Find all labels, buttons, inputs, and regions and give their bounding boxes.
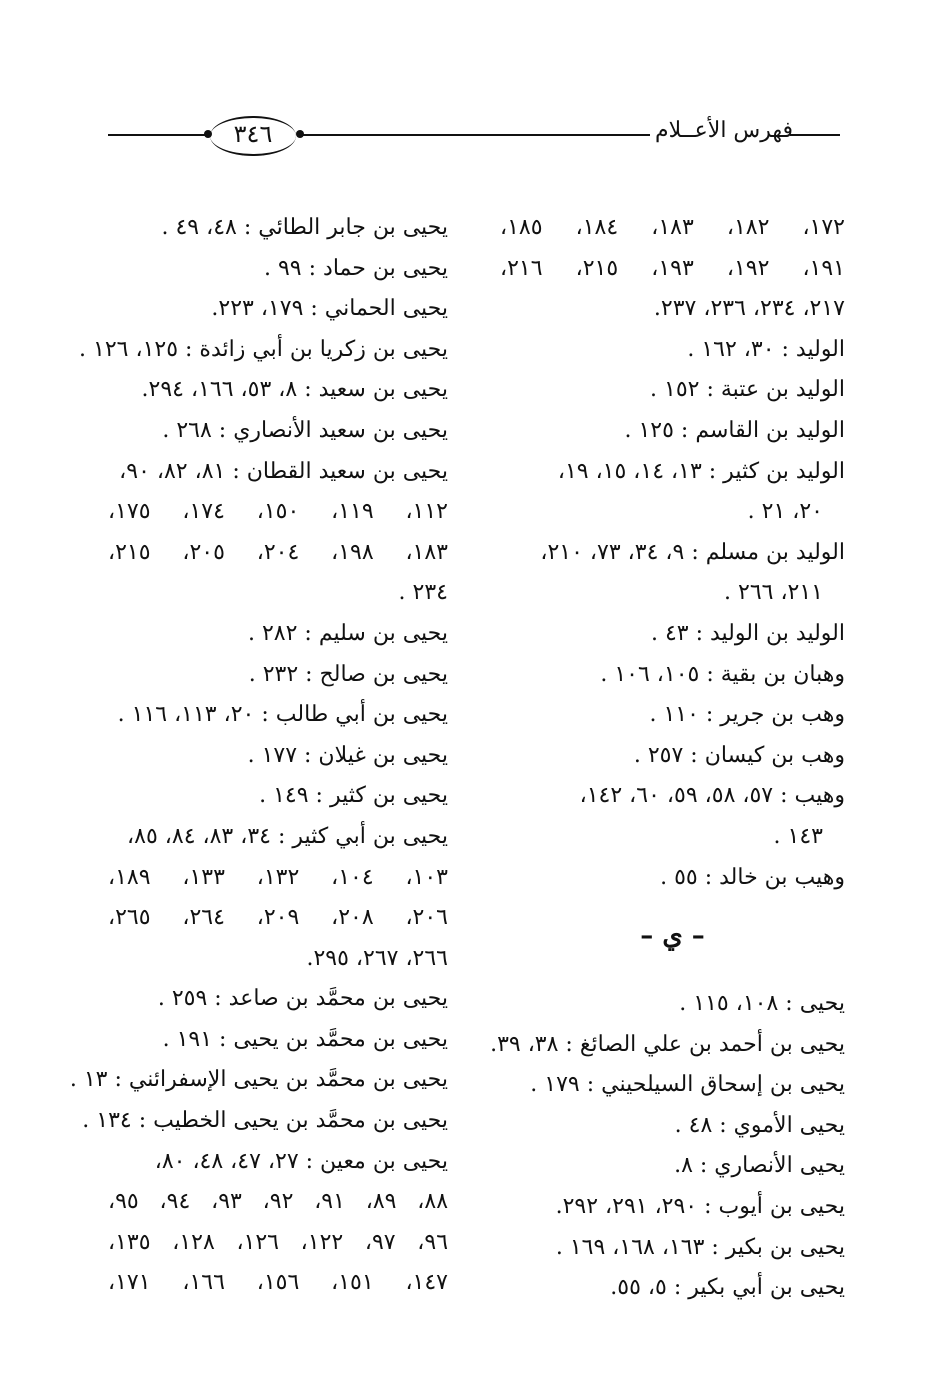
index-line: يحيى بن أبي بكير : ٥، ٥٥. — [610, 1275, 845, 1301]
index-line: يحيى بن حماد : ٩٩ . — [263, 255, 448, 281]
index-line: ٢١١، ٢٦٦ . — [724, 580, 823, 606]
index-line: يحيى بن سعيد القطان : ٨١، ٨٢، ٩٠، — [119, 458, 448, 484]
index-line: يحيى بن أيوب : ٢٩٠، ٢٩١، ٢٩٢. — [555, 1194, 845, 1220]
index-line: ٢٠، ٢١ . — [747, 499, 823, 525]
page-number: ٣٤٦ — [233, 120, 273, 148]
index-line: ١٤٧، ١٥١، ١٥٦، ١٦٦، ١٧١، — [108, 1270, 448, 1296]
index-line: يحيى بن أحمد بن علي الصائغ : ٣٨، ٣٩. — [490, 1031, 845, 1057]
index-line: يحيى بن معين : ٢٧، ٤٧، ٤٨، ٨٠، — [154, 1148, 448, 1174]
index-line: يحيى بن إسحاق السيلحيني : ١٧٩ . — [530, 1072, 845, 1098]
index-line: الوليد بن مسلم : ٩، ٣٤، ٧٣، ٢١٠، — [540, 539, 845, 565]
index-line: وهب بن جرير : ١١٠ . — [649, 702, 845, 728]
index-line: يحيى بن صالح : ٢٣٢ . — [248, 661, 448, 687]
index-line: يحيى الحماني : ١٧٩، ٢٢٣. — [211, 296, 448, 322]
index-line: ١٤٣ . — [773, 823, 823, 849]
index-line: يحيى بن سعيد : ٨، ٥٣، ١٦٦، ٢٩٤. — [141, 377, 448, 403]
index-line: ١٨٣، ١٩٨، ٢٠٤، ٢٠٥، ٢١٥، — [108, 539, 448, 565]
index-line: ٢١٧، ٢٣٤، ٢٣٦، ٢٣٧. — [653, 296, 845, 322]
index-line: ٢٠٦، ٢٠٨، ٢٠٩، ٢٦٤، ٢٦٥، — [108, 905, 448, 931]
index-line: يحيى بن جابر الطائي : ٤٨، ٤٩ . — [161, 215, 448, 240]
index-line: يحيى بن أبي طالب : ٢٠، ١١٣، ١١٦ . — [117, 702, 448, 728]
index-line: الوليد بن كثير : ١٣، ١٤، ١٥، ١٩، — [557, 458, 845, 484]
page-header — [0, 0, 946, 200]
index-line: وهيب : ٥٧، ٥٨، ٥٩، ٦٠، ١٤٢، — [579, 783, 845, 809]
index-line: ٨٨، ٨٩، ٩١، ٩٢، ٩٣، ٩٤، ٩٥، — [108, 1189, 449, 1215]
index-line: ١١٢، ١١٩، ١٥٠، ١٧٤، ١٧٥، — [108, 499, 448, 525]
index-line: يحيى الأموي : ٤٨ . — [674, 1112, 845, 1138]
index-line: يحيى بن محمَّد بن يحيى الخطيب : ١٣٤ . — [82, 1108, 448, 1134]
index-line: يحيى بن محمَّد بن يحيى : ١٩١ . — [162, 1026, 448, 1052]
index-line: الوليد بن عتبة : ١٥٢ . — [650, 377, 845, 403]
index-column-left — [69, 208, 449, 1304]
index-column-right — [490, 208, 845, 1309]
index-line: يحيى بن زكريا بن أبي زائدة : ١٢٥، ١٢٦ . — [79, 336, 448, 362]
index-line: الوليد بن الوليد : ٤٣ . — [650, 620, 845, 646]
index-line: الوليد : ٣٠، ١٦٢ . — [687, 336, 845, 362]
index-line: ١٠٣، ١٠٤، ١٣٢، ١٣٣، ١٨٩، — [108, 864, 448, 890]
index-line: يحيى بن غيلان : ١٧٧ . — [247, 742, 448, 768]
index-line: ١٩١، ١٩٢، ١٩٣، ٢١٥، ٢١٦، — [500, 255, 845, 281]
index-line: يحيى بن أبي كثير : ٣٤، ٨٣، ٨٤، ٨٥، — [127, 823, 448, 849]
index-line: الوليد بن القاسم : ١٢٥ . — [624, 417, 845, 443]
index-line: ٩٦، ٩٧، ١٢٢، ١٢٦، ١٢٨، ١٣٥، — [108, 1229, 449, 1255]
header-rule-right — [790, 134, 840, 136]
index-line: يحيى بن كثير : ١٤٩ . — [259, 783, 448, 809]
index-line: ١٧٢، ١٨٢، ١٨٣، ١٨٤، ١٨٥، — [500, 215, 845, 240]
index-line: يحيى بن محمَّد بن يحيى الإسفرائني : ١٣ . — [69, 1067, 448, 1093]
index-line: ٢٣٤ . — [398, 580, 448, 606]
index-line: يحيى : ١٠٨، ١١٥ . — [679, 991, 845, 1017]
index-line: يحيى الأنصاري : ٨. — [674, 1153, 845, 1179]
header-dot-right — [296, 130, 304, 138]
index-line: يحيى بن سعيد الأنصاري : ٢٦٨ . — [162, 417, 448, 443]
index-line: وهبان بن بقية : ١٠٥، ١٠٦ . — [600, 661, 845, 687]
index-line: وهب بن كيسان : ٢٥٧ . — [633, 742, 845, 768]
header-rule-middle — [300, 134, 650, 136]
index-line: يحيى بن سليم : ٢٨٢ . — [247, 620, 448, 646]
running-title: فهرس الأعــلام — [655, 118, 794, 143]
section-heading-ya: – ي – — [640, 921, 705, 952]
index-line: وهيب بن خالد : ٥٥ . — [660, 864, 845, 890]
header-rule-left — [108, 134, 206, 136]
index-line: ٢٦٦، ٢٦٧، ٢٩٥. — [306, 945, 448, 971]
index-line: يحيى بن بكير : ١٦٣، ١٦٨، ١٦٩ . — [555, 1234, 845, 1260]
index-line: يحيى بن محمَّد بن صاعد : ٢٥٩ . — [157, 986, 448, 1012]
